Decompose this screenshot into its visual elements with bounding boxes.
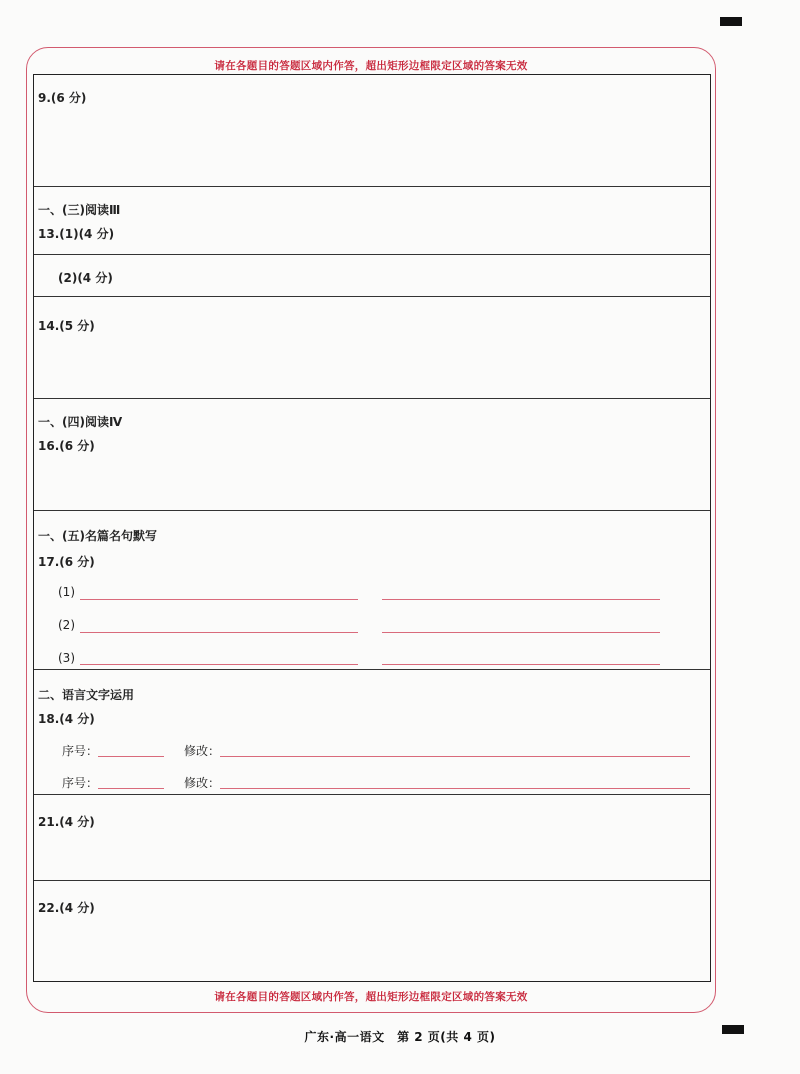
blank-number-2: (2) [58, 618, 75, 632]
answer-box-q13-2[interactable] [34, 255, 710, 297]
registration-mark-top [720, 17, 742, 26]
question-label-q21: 21.(4 分) [38, 815, 95, 829]
fix-label-1: 修改： [184, 744, 221, 758]
question-label-q14: 14.(5 分) [38, 319, 95, 333]
blank-number-1: (1) [58, 585, 75, 599]
seq-label-2: 序号： [62, 776, 99, 790]
question-label-q13-1: 13.(1)(4 分) [38, 227, 115, 241]
question-label-q13-2: (2)(4 分) [58, 271, 113, 285]
answer-box-q13-1[interactable] [34, 187, 710, 255]
seq-line-1[interactable] [98, 756, 164, 757]
question-label-q18: 18.(4 分) [38, 712, 95, 726]
blank-line-2a[interactable] [80, 632, 358, 633]
blank-line-3b[interactable] [382, 664, 660, 665]
fix-label-2: 修改： [184, 776, 221, 790]
blank-line-2b[interactable] [382, 632, 660, 633]
seq-label-1: 序号： [62, 744, 99, 758]
answer-box-q16[interactable] [34, 399, 710, 511]
question-label-q9: 9.(6 分) [38, 91, 87, 105]
page-footer: 广东·高一语文 第 2 页(共 4 页) [304, 1030, 496, 1044]
blank-line-1a[interactable] [80, 599, 358, 600]
question-label-q22: 22.(4 分) [38, 901, 95, 915]
answer-box-q22[interactable] [34, 881, 710, 981]
answer-box-q18 [34, 670, 710, 795]
boundary-notice-top: 请在各题目的答题区域内作答，超出矩形边框限定区域的答案无效 [214, 60, 528, 72]
question-label-q16: 16.(6 分) [38, 439, 95, 453]
answer-box-q9[interactable] [34, 75, 710, 187]
section-title-language: 二、语言文字运用 [38, 688, 135, 702]
answer-grid [33, 74, 711, 982]
section-title-reading4: 一、(四)阅读Ⅳ [38, 415, 123, 429]
answer-box-q17 [34, 511, 710, 670]
section-title-dictation: 一、(五)名篇名句默写 [38, 529, 157, 543]
answer-box-q14[interactable] [34, 297, 710, 399]
seq-line-2[interactable] [98, 788, 164, 789]
fix-line-2[interactable] [220, 788, 690, 789]
question-label-q17: 17.(6 分) [38, 555, 95, 569]
blank-number-3: (3) [58, 651, 75, 665]
fix-line-1[interactable] [220, 756, 690, 757]
boundary-notice-bottom: 请在各题目的答题区域内作答，超出矩形边框限定区域的答案无效 [214, 991, 528, 1003]
answer-area-frame [26, 47, 716, 1013]
blank-line-1b[interactable] [382, 599, 660, 600]
section-title-reading3: 一、(三)阅读Ⅲ [38, 203, 121, 217]
blank-line-3a[interactable] [80, 664, 358, 665]
answer-box-q21[interactable] [34, 795, 710, 881]
